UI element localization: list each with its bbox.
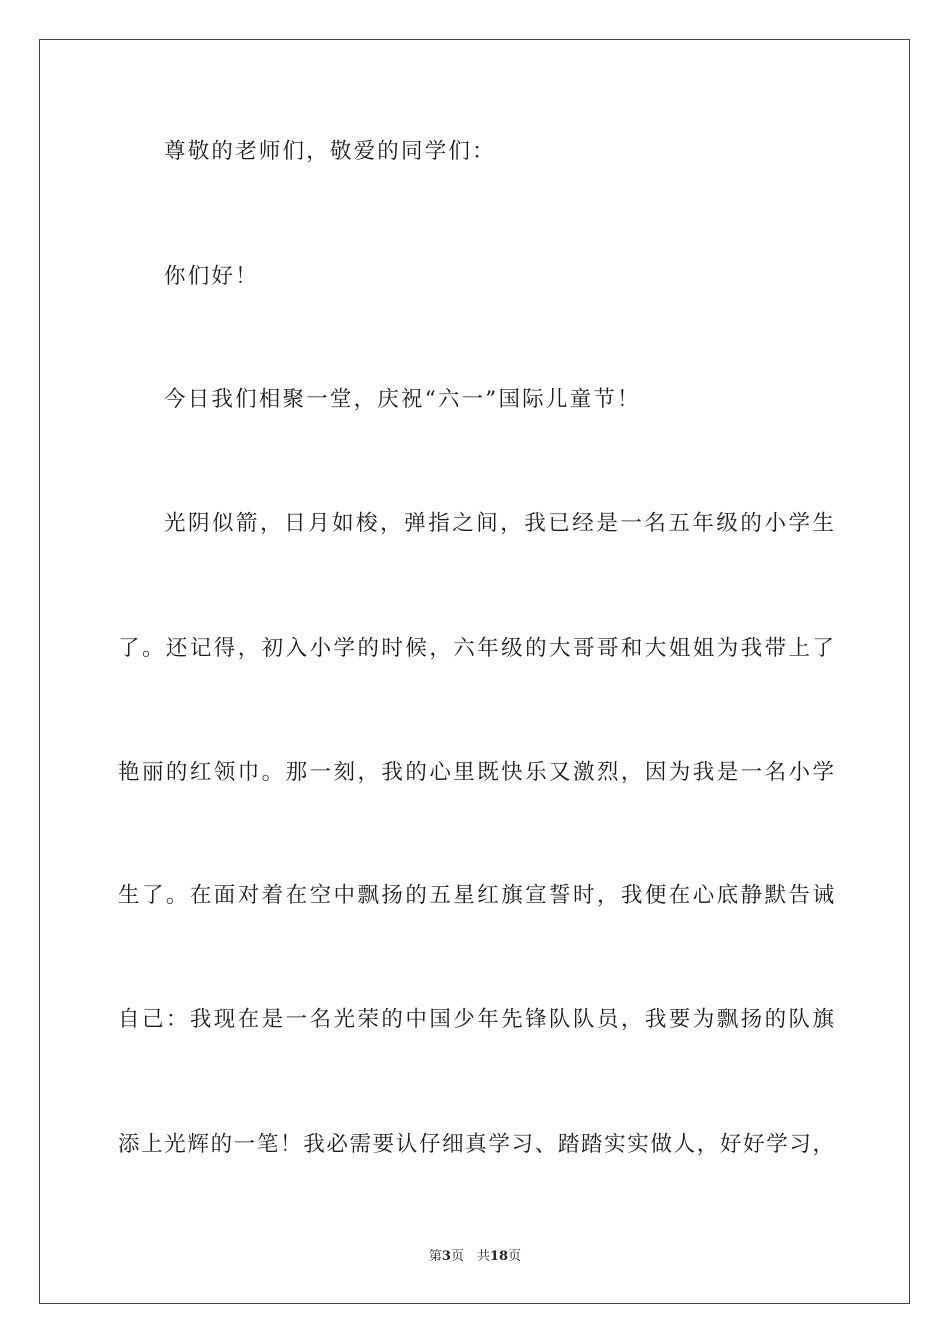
paragraph-line: 自己：我现在是一名光荣的中国少年先锋队队员，我要为飘扬的队旗 bbox=[118, 1007, 834, 1032]
total-page-number: 18 bbox=[489, 1249, 509, 1264]
paragraph-line: 今日我们相聚一堂，庆祝“六一”国际儿童节！ bbox=[164, 387, 641, 412]
greeting-line: 你们好！ bbox=[164, 264, 259, 289]
footer-mid: 页 共 bbox=[450, 1249, 490, 1264]
paragraph-line: 了。还记得，初入小学的时候，六年级的大哥哥和大姐姐为我带上了 bbox=[118, 636, 834, 661]
paragraph-line: 光阴似箭，日月如梭，弹指之间，我已经是一名五年级的小学生 bbox=[164, 511, 834, 536]
footer-prefix: 第 bbox=[428, 1249, 442, 1264]
paragraph-line: 生了。在面对着在空中飘扬的五星红旗宣誓时，我便在心底静默告诫 bbox=[118, 883, 834, 908]
footer-suffix: 页 bbox=[508, 1249, 522, 1264]
paragraph-line: 艳丽的红领巾。那一刻，我的心里既快乐又激烈，因为我是一名小学 bbox=[118, 760, 834, 785]
page-border bbox=[39, 39, 910, 1304]
page-number-footer bbox=[0, 1248, 950, 1266]
salutation-line: 尊敬的老师们，敬爱的同学们： bbox=[164, 139, 496, 164]
paragraph-line: 添上光辉的一笔！我必需要认仔细真学习、踏踏实实做人，好好学习， bbox=[118, 1132, 834, 1157]
current-page-number: 3 bbox=[441, 1249, 451, 1264]
